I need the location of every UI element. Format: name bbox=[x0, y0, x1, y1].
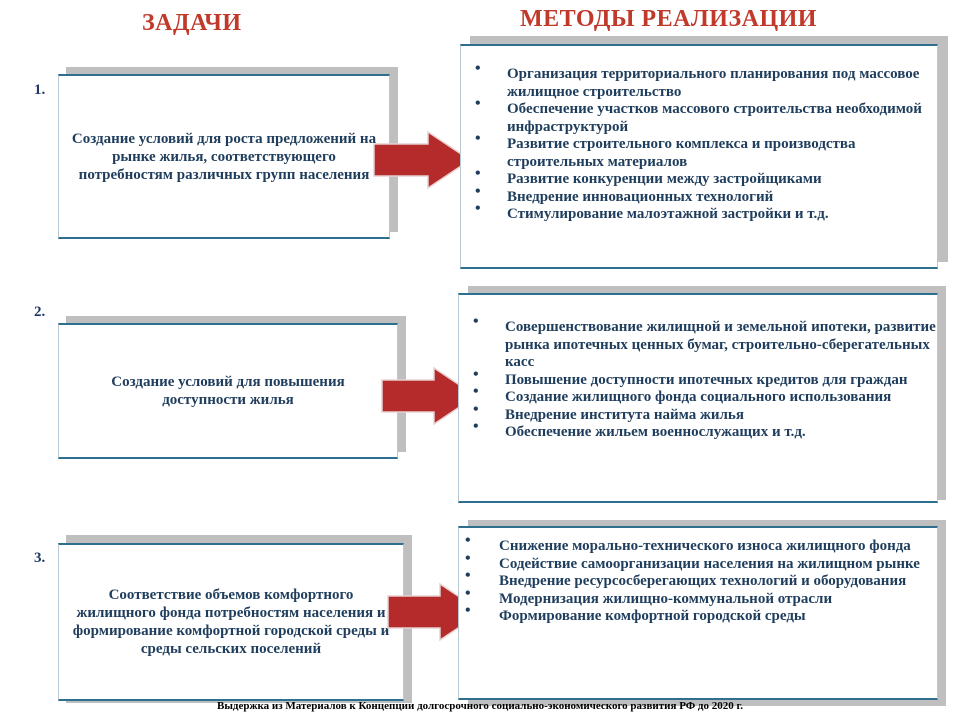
method-item: • Обеспечение участков массового строительства необходимой инфраструктурой bbox=[461, 101, 937, 136]
row-2-number: 2. bbox=[34, 304, 46, 320]
row-1-methods-list bbox=[461, 66, 937, 224]
row-1-number: 1. bbox=[34, 82, 46, 98]
method-item: • Повышение доступности ипотечных кредитов для граждан bbox=[459, 372, 937, 390]
method-item: • Внедрение ресурсосберегающих технологий и оборудования bbox=[459, 573, 937, 591]
method-item: • Организация территориального планирования под массовое жилищное строительство bbox=[461, 66, 937, 101]
row-2-task-text: Создание условий для повышения доступности жилья bbox=[111, 374, 345, 408]
method-item: • Модернизация жилищно-коммунальной отрасли bbox=[459, 591, 937, 609]
row-3-methods-list bbox=[459, 538, 937, 626]
row-1-methods-box bbox=[460, 44, 938, 269]
source-footnote: Выдержка из Материалов к Концепции долгосрочного социально-экономического развития РФ до 2020 г. bbox=[216, 700, 743, 712]
method-item: • Внедрение института найма жилья bbox=[459, 407, 937, 425]
row-2-methods-list bbox=[459, 319, 937, 442]
method-item: • Совершенствование жилищной и земельной ипотеки, развитие рынка ипотечных ценных бумаг, строительно-сберегательных касс bbox=[459, 319, 937, 372]
methods-header: МЕТОДЫ РЕАЛИЗАЦИИ bbox=[520, 6, 817, 32]
row-1-task-text: Создание условий для роста предложений на рынке жилья, соответствующего потребностям различных групп населения bbox=[71, 130, 377, 183]
method-item: • Обеспечение жильем военнослужащих и т.д. bbox=[459, 424, 937, 442]
method-item: • Стимулирование малоэтажной застройки и т.д. bbox=[461, 206, 937, 224]
method-item: • Создание жилищного фонда социального использования bbox=[459, 389, 937, 407]
row-3-task-box bbox=[58, 543, 404, 701]
row-3-methods-box bbox=[458, 526, 938, 700]
row-1-task-box bbox=[58, 74, 390, 239]
row-2-task-box bbox=[58, 323, 398, 459]
method-item: • Развитие строительного комплекса и производства строительных материалов bbox=[461, 136, 937, 171]
row-3-task-text: Соответствие объемов комфортного жилищного фонда потребностям населения и формирование комфортной городской среды и среды сельских поселений bbox=[72, 587, 390, 657]
method-item: • Формирование комфортной городской среды bbox=[459, 608, 937, 626]
method-item: • Внедрение инновационных технологий bbox=[461, 189, 937, 207]
method-item: • Содействие самоорганизации населения на жилищном рынке bbox=[459, 556, 937, 574]
row-1-arrow bbox=[372, 130, 472, 190]
tasks-header: ЗАДАЧИ bbox=[142, 10, 242, 36]
row-3-number: 3. bbox=[34, 550, 46, 566]
row-2-methods-box bbox=[458, 293, 938, 503]
method-item: • Развитие конкуренции между застройщиками bbox=[461, 171, 937, 189]
method-item: • Снижение морально-технического износа жилищного фонда bbox=[459, 538, 937, 556]
